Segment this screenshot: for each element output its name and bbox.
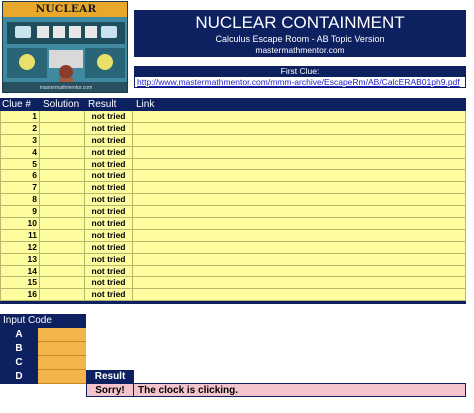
link-cell[interactable] (133, 111, 466, 123)
solution-cell[interactable] (40, 230, 85, 242)
solution-cell[interactable] (40, 242, 85, 254)
input-field-d[interactable] (38, 370, 86, 384)
result-cell: not tried (85, 182, 133, 194)
table-row (0, 218, 466, 230)
clue-table (0, 98, 466, 304)
table-row (0, 206, 466, 218)
clue-number-cell: 14 (0, 266, 40, 278)
clue-number-cell: 3 (0, 135, 40, 147)
solution-cell[interactable] (40, 289, 85, 301)
table-row (0, 266, 466, 278)
solution-cell[interactable] (40, 277, 85, 289)
result-cell: not tried (85, 159, 133, 171)
input-letter-c: C (0, 356, 38, 370)
link-cell[interactable] (133, 206, 466, 218)
input-letter-a: A (0, 328, 38, 342)
result-cell: not tried (85, 147, 133, 159)
result-cell: not tried (85, 230, 133, 242)
solution-cell[interactable] (40, 135, 85, 147)
input-row-a (0, 328, 86, 342)
link-cell[interactable] (133, 242, 466, 254)
table-bottom-border (0, 301, 466, 304)
page-site: mastermathmentor.com (255, 45, 345, 55)
link-cell[interactable] (133, 230, 466, 242)
table-body (0, 111, 466, 301)
clue-number-cell: 16 (0, 289, 40, 301)
page-subtitle: Calculus Escape Room - AB Topic Version (215, 34, 385, 44)
input-code-label: Input Code (0, 314, 86, 328)
input-row-b (0, 342, 86, 356)
clue-number-cell: 6 (0, 170, 40, 182)
result-cell: not tried (85, 111, 133, 123)
input-row-d (0, 370, 86, 384)
control-room-illustration-icon (3, 2, 128, 93)
link-cell[interactable] (133, 170, 466, 182)
link-cell[interactable] (133, 218, 466, 230)
clue-number-cell: 2 (0, 123, 40, 135)
table-row (0, 242, 466, 254)
result-status: Sorry! (86, 383, 134, 397)
link-cell[interactable] (133, 135, 466, 147)
result-message: The clock is clicking. (134, 383, 466, 397)
table-row (0, 254, 466, 266)
solution-cell[interactable] (40, 206, 85, 218)
first-clue-label: First Clue: (134, 66, 466, 76)
result-row (86, 383, 466, 397)
clue-number-cell: 4 (0, 147, 40, 159)
result-cell: not tried (85, 123, 133, 135)
clue-number-cell: 13 (0, 254, 40, 266)
link-cell[interactable] (133, 289, 466, 301)
table-row (0, 182, 466, 194)
result-cell: not tried (85, 254, 133, 266)
clue-number-cell: 11 (0, 230, 40, 242)
result-label: Result (86, 370, 134, 383)
solution-cell[interactable] (40, 111, 85, 123)
header-result: Result (88, 99, 117, 110)
header-clue-number: Clue # (2, 99, 31, 110)
result-cell: not tried (85, 206, 133, 218)
clue-number-cell: 15 (0, 277, 40, 289)
link-cell[interactable] (133, 194, 466, 206)
result-cell: not tried (85, 218, 133, 230)
input-field-a[interactable] (38, 328, 86, 342)
clue-number-cell: 7 (0, 182, 40, 194)
solution-cell[interactable] (40, 123, 85, 135)
nuclear-containment-logo (2, 1, 128, 93)
table-row (0, 111, 466, 123)
input-code-panel (0, 314, 86, 384)
result-cell: not tried (85, 170, 133, 182)
table-row (0, 170, 466, 182)
result-cell: not tried (85, 135, 133, 147)
table-row (0, 230, 466, 242)
clue-number-cell: 1 (0, 111, 40, 123)
table-row (0, 277, 466, 289)
solution-cell[interactable] (40, 170, 85, 182)
link-cell[interactable] (133, 123, 466, 135)
link-cell[interactable] (133, 182, 466, 194)
table-row (0, 194, 466, 206)
table-header (0, 98, 466, 111)
table-row (0, 147, 466, 159)
input-field-b[interactable] (38, 342, 86, 356)
solution-cell[interactable] (40, 266, 85, 278)
table-row (0, 123, 466, 135)
table-row (0, 135, 466, 147)
solution-cell[interactable] (40, 147, 85, 159)
logo-site: mastermathmentor.com (39, 85, 93, 91)
header-solution: Solution (43, 99, 80, 110)
header-link: Link (136, 99, 155, 110)
clue-number-cell: 12 (0, 242, 40, 254)
solution-cell[interactable] (40, 218, 85, 230)
result-cell: not tried (85, 277, 133, 289)
link-cell[interactable] (133, 159, 466, 171)
result-cell: not tried (85, 289, 133, 301)
link-cell[interactable] (133, 254, 466, 266)
solution-cell[interactable] (40, 194, 85, 206)
link-cell[interactable] (133, 147, 466, 159)
table-row (0, 289, 466, 301)
clue-number-cell: 9 (0, 206, 40, 218)
clue-number-cell: 10 (0, 218, 40, 230)
solution-cell[interactable] (40, 159, 85, 171)
link-cell[interactable] (133, 277, 466, 289)
input-field-c[interactable] (38, 356, 86, 370)
result-cell: not tried (85, 266, 133, 278)
link-cell[interactable] (133, 266, 466, 278)
input-row-c (0, 356, 86, 370)
first-clue-link[interactable]: http://www.mastermathmentor.com/mmm-archive/EscapeRm/AB/CalcERAB01ph9.pdf (134, 76, 466, 88)
table-row (0, 159, 466, 171)
result-cell: not tried (85, 194, 133, 206)
solution-cell[interactable] (40, 254, 85, 266)
logo-title: NUCLEAR (3, 2, 128, 17)
page-header (134, 10, 466, 57)
input-letter-d: D (0, 370, 38, 384)
page-title: NUCLEAR CONTAINMENT (195, 13, 405, 32)
clue-number-cell: 8 (0, 194, 40, 206)
clue-number-cell: 5 (0, 159, 40, 171)
solution-cell[interactable] (40, 182, 85, 194)
input-letter-b: B (0, 342, 38, 356)
result-cell: not tried (85, 242, 133, 254)
